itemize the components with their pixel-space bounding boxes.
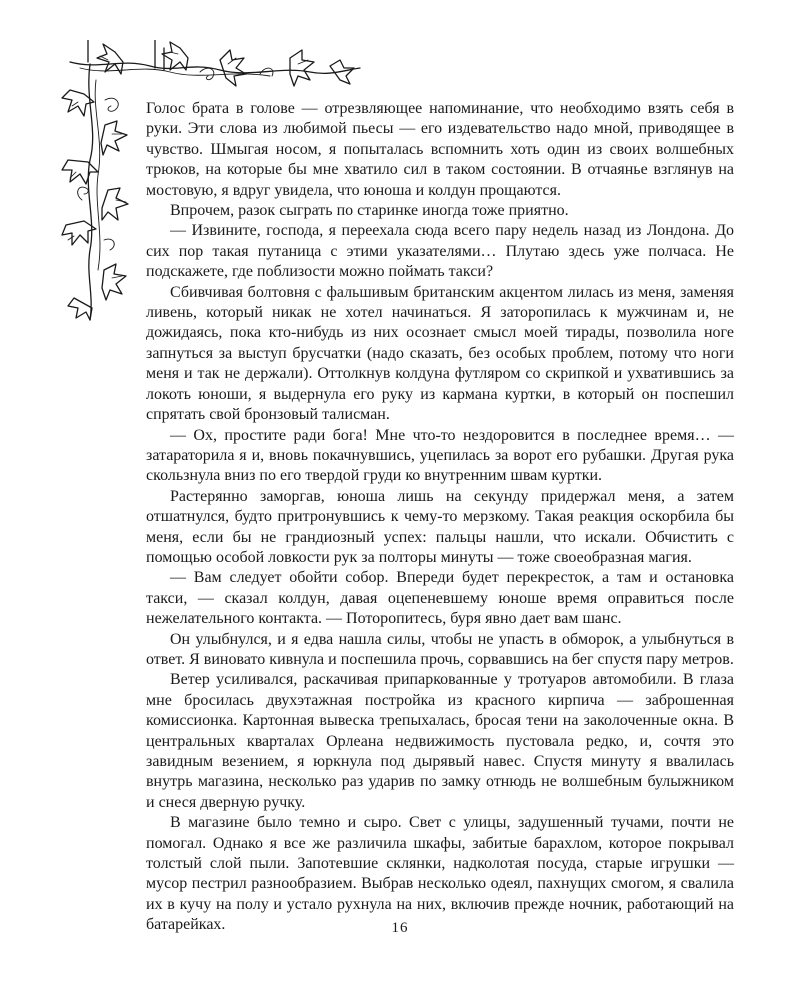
paragraph-4: Сбивчивая болтовня с фальшивым британским акцентом лилась из меня, заменяя ливень, который никак не хотел начинаться. Я заторопилась к мужчинам и, не дожидаясь, пока кто-нибудь из них осознает смысл моей тирады, позволила ноге запнуться за выступ брусчатки (надо сказать, без особых проблем, потому что ноги меня и так не держали). Оттолкнув колдуна футляром со скрипкой и ухватившись за локоть юноши, я выдернула его руку из кармана куртки, в который он поспешил спрятать свой бронзовый талисман.: [146, 283, 734, 424]
paragraph-7: — Вам следует обойти собор. Впереди будет перекресток, а там и остановка такси, — сказал колдун, давая оцепеневшему юноше время оправиться после нежелательного контакта. — Поторопитесь, буря явно дает вам шанс.: [146, 569, 734, 628]
paragraph-8: Он улыбнулся, и я едва нашла силы, чтобы не упасть в обморок, а улыбнуться в ответ. Я виновато кивнула и поспешила прочь, сорвавшись на бег спустя пару метров.: [146, 630, 734, 668]
paragraph-2: Впрочем, разок сыграть по старинке иногда тоже приятно.: [170, 202, 569, 220]
paragraph-3: — Извините, господа, я переехала сюда всего пару недель назад из Лондона. До сих пор такая путаница с этими указателями… Плутаю здесь уже полчаса. Не подскажете, где поблизости можно поймать такси?: [146, 222, 734, 281]
paragraph-6: Растерянно заморгав, юноша лишь на секунду придержал меня, а затем отшатнулся, будто притронувшись к чему-то мерзкому. Такая реакция оскорбила бы меня, если бы не грандиозный успех: пальцы нашли, что искали. Обчистить с помощью особой ловкости рук за полторы минуты — тоже своеобразная магия.: [146, 487, 734, 566]
page-number: 16: [391, 920, 409, 936]
paragraph-10: В магазине было темно и сыро. Свет с улицы, задушенный тучами, почти не помогал. Однако я все же различила шкафы, забитые барахлом, которое покрывал толстый слой пыли. Запотевшие склянки, надколотая посуда, старые игрушки — мусор пестрил разнообразием. Выбрав несколько одеял, пахнущих смогом, я свалила их в кучу на полу и устало рухнула на них, включив прежде ночник, работающий на батарейках.: [146, 814, 734, 934]
paragraph-9: Ветер усиливался, раскачивая припаркованные у тротуаров автомобили. В глаза мне бросилась двухэтажная постройка из красного кирпича — заброшенная комиссионка. Картонная вывеска трепыхалась, бросая тени на заколоченные окна. В центральных кварталах Орлеана недвижимость пустовала редко, и, сочтя это завидным везением, я юркнула под дырявый навес. Спустя минуту я ввалилась внутрь магазина, несколько раз ударив по замку отнюдь не волшебным булыжником и снеся дверную ручку.: [146, 671, 734, 811]
page-body-text: [146, 99, 734, 936]
paragraph-1: Голос брата в голове — отрезвляющее напоминание, что необходимо взять себя в руки. Эти слова из любимой пьесы — его издевательство надо мной, приводящее в чувство. Шмыгая носом, я попыталась вспомнить хоть один из своих волшебных трюков, на которые бы мне хватило сил в таком состоянии. В отчаянье взглянув на мостовую, я вдруг увидела, что юноша и колдун прощаются.: [146, 100, 734, 199]
paragraph-5: — Ох, простите ради бога! Мне что-то нездоровится в последнее время… — затараторила я и, вновь покачнувшись, уцепилась за ворот его рубашки. Другая рука скользнула вниз по его твердой груди ко внутренним швам куртки.: [146, 426, 734, 485]
